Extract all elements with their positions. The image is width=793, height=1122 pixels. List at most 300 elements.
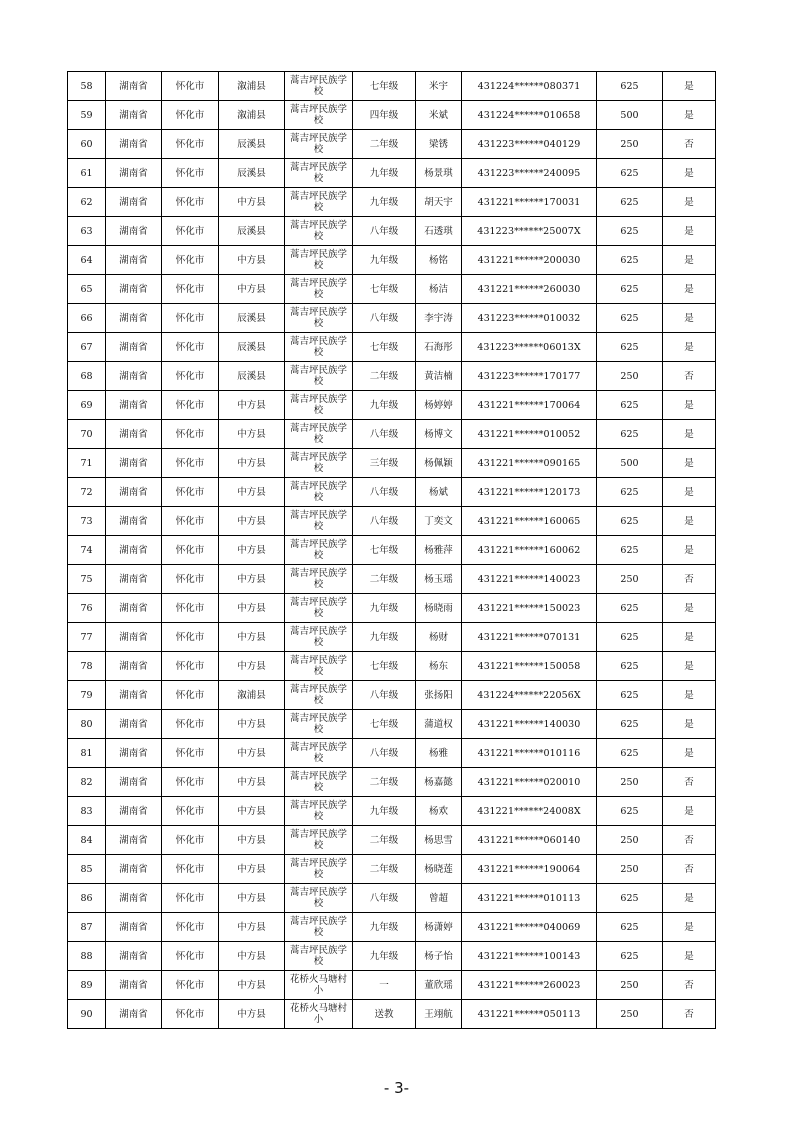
- table-row: [68, 217, 716, 246]
- school-cell: 蒿吉坪民族学校: [285, 913, 353, 942]
- id-number-cell: 431221******060140: [462, 826, 597, 855]
- id-number-cell: 431221******260023: [462, 971, 597, 1000]
- grade-cell: 二年级: [353, 826, 416, 855]
- id-number-cell: 431221******020010: [462, 768, 597, 797]
- flag-cell: 是: [663, 246, 716, 275]
- grade-cell: 二年级: [353, 130, 416, 159]
- amount-cell: 625: [597, 478, 663, 507]
- student-name-cell: 杨佩颖: [416, 449, 462, 478]
- student-name-cell: 杨嘉懿: [416, 768, 462, 797]
- county-cell: 中方县: [219, 971, 285, 1000]
- school-cell: 蒿吉坪民族学校: [285, 188, 353, 217]
- province-cell: 湖南省: [106, 188, 162, 217]
- city-cell: 怀化市: [162, 72, 219, 101]
- student-name-cell: 黄洁楠: [416, 362, 462, 391]
- county-cell: 辰溪县: [219, 333, 285, 362]
- row-number-cell: 81: [68, 739, 106, 768]
- row-number-cell: 86: [68, 884, 106, 913]
- table-row: [68, 565, 716, 594]
- school-cell: 蒿吉坪民族学校: [285, 942, 353, 971]
- province-cell: 湖南省: [106, 391, 162, 420]
- flag-cell: 是: [663, 797, 716, 826]
- row-number-cell: 80: [68, 710, 106, 739]
- school-cell: 蒿吉坪民族学校: [285, 159, 353, 188]
- grade-cell: 八年级: [353, 217, 416, 246]
- county-cell: 中方县: [219, 768, 285, 797]
- student-name-cell: 杨子怡: [416, 942, 462, 971]
- amount-cell: 625: [597, 739, 663, 768]
- city-cell: 怀化市: [162, 217, 219, 246]
- amount-cell: 625: [597, 333, 663, 362]
- school-cell: 蒿吉坪民族学校: [285, 797, 353, 826]
- row-number-cell: 84: [68, 826, 106, 855]
- province-cell: 湖南省: [106, 1000, 162, 1029]
- flag-cell: 是: [663, 739, 716, 768]
- flag-cell: 是: [663, 507, 716, 536]
- school-cell: 蒿吉坪民族学校: [285, 681, 353, 710]
- province-cell: 湖南省: [106, 739, 162, 768]
- school-cell: 蒿吉坪民族学校: [285, 507, 353, 536]
- student-name-cell: 张扬阳: [416, 681, 462, 710]
- row-number-cell: 58: [68, 72, 106, 101]
- province-cell: 湖南省: [106, 72, 162, 101]
- province-cell: 湖南省: [106, 101, 162, 130]
- city-cell: 怀化市: [162, 855, 219, 884]
- amount-cell: 625: [597, 710, 663, 739]
- city-cell: 怀化市: [162, 275, 219, 304]
- table-row: [68, 942, 716, 971]
- student-name-cell: 杨玉瑶: [416, 565, 462, 594]
- row-number-cell: 63: [68, 217, 106, 246]
- table-row: [68, 536, 716, 565]
- county-cell: 中方县: [219, 420, 285, 449]
- city-cell: 怀化市: [162, 536, 219, 565]
- province-cell: 湖南省: [106, 217, 162, 246]
- table-row: [68, 130, 716, 159]
- student-name-cell: 董欣瑶: [416, 971, 462, 1000]
- row-number-cell: 75: [68, 565, 106, 594]
- student-name-cell: 蒲道权: [416, 710, 462, 739]
- amount-cell: 625: [597, 507, 663, 536]
- school-cell: 蒿吉坪民族学校: [285, 652, 353, 681]
- school-cell: 蒿吉坪民族学校: [285, 333, 353, 362]
- flag-cell: 否: [663, 855, 716, 884]
- student-name-cell: 杨财: [416, 623, 462, 652]
- province-cell: 湖南省: [106, 478, 162, 507]
- id-number-cell: 431221******040069: [462, 913, 597, 942]
- amount-cell: 625: [597, 188, 663, 217]
- row-number-cell: 90: [68, 1000, 106, 1029]
- page-number: - 3-: [383, 1079, 410, 1097]
- flag-cell: 是: [663, 913, 716, 942]
- student-name-cell: 米宇: [416, 72, 462, 101]
- flag-cell: 是: [663, 101, 716, 130]
- student-name-cell: 梁锈: [416, 130, 462, 159]
- amount-cell: 250: [597, 1000, 663, 1029]
- flag-cell: 是: [663, 217, 716, 246]
- table-row: [68, 652, 716, 681]
- province-cell: 湖南省: [106, 652, 162, 681]
- province-cell: 湖南省: [106, 565, 162, 594]
- city-cell: 怀化市: [162, 478, 219, 507]
- table-row: [68, 159, 716, 188]
- student-name-cell: 石透琪: [416, 217, 462, 246]
- id-number-cell: 431223******040129: [462, 130, 597, 159]
- city-cell: 怀化市: [162, 681, 219, 710]
- table-row: [68, 681, 716, 710]
- row-number-cell: 74: [68, 536, 106, 565]
- student-name-cell: 米斌: [416, 101, 462, 130]
- table-row: [68, 855, 716, 884]
- id-number-cell: 431221******140023: [462, 565, 597, 594]
- grade-cell: 三年级: [353, 449, 416, 478]
- table-row: [68, 420, 716, 449]
- amount-cell: 625: [597, 884, 663, 913]
- row-number-cell: 69: [68, 391, 106, 420]
- grade-cell: 七年级: [353, 72, 416, 101]
- city-cell: 怀化市: [162, 739, 219, 768]
- table-row: [68, 72, 716, 101]
- row-number-cell: 72: [68, 478, 106, 507]
- city-cell: 怀化市: [162, 971, 219, 1000]
- county-cell: 辰溪县: [219, 304, 285, 333]
- id-number-cell: 431223******06013X: [462, 333, 597, 362]
- id-number-cell: 431221******190064: [462, 855, 597, 884]
- grade-cell: 八年级: [353, 739, 416, 768]
- province-cell: 湖南省: [106, 913, 162, 942]
- row-number-cell: 64: [68, 246, 106, 275]
- amount-cell: 625: [597, 304, 663, 333]
- amount-cell: 625: [597, 217, 663, 246]
- row-number-cell: 87: [68, 913, 106, 942]
- student-name-cell: 杨洁: [416, 275, 462, 304]
- amount-cell: 625: [597, 652, 663, 681]
- province-cell: 湖南省: [106, 536, 162, 565]
- county-cell: 中方县: [219, 855, 285, 884]
- city-cell: 怀化市: [162, 565, 219, 594]
- student-name-cell: 杨晓雨: [416, 594, 462, 623]
- flag-cell: 是: [663, 594, 716, 623]
- school-cell: 蒿吉坪民族学校: [285, 420, 353, 449]
- county-cell: 辰溪县: [219, 130, 285, 159]
- city-cell: 怀化市: [162, 797, 219, 826]
- table-row: [68, 304, 716, 333]
- grade-cell: 七年级: [353, 536, 416, 565]
- amount-cell: 250: [597, 362, 663, 391]
- flag-cell: 否: [663, 130, 716, 159]
- amount-cell: 500: [597, 101, 663, 130]
- id-number-cell: 431221******150023: [462, 594, 597, 623]
- row-number-cell: 77: [68, 623, 106, 652]
- id-number-cell: 431223******170177: [462, 362, 597, 391]
- table-row: [68, 768, 716, 797]
- table-row: [68, 362, 716, 391]
- student-name-cell: 杨潇婷: [416, 913, 462, 942]
- amount-cell: 250: [597, 855, 663, 884]
- flag-cell: 否: [663, 565, 716, 594]
- city-cell: 怀化市: [162, 826, 219, 855]
- school-cell: 蒿吉坪民族学校: [285, 304, 353, 333]
- amount-cell: 625: [597, 681, 663, 710]
- county-cell: 中方县: [219, 623, 285, 652]
- row-number-cell: 89: [68, 971, 106, 1000]
- grade-cell: 八年级: [353, 507, 416, 536]
- county-cell: 中方县: [219, 275, 285, 304]
- table-row: [68, 884, 716, 913]
- province-cell: 湖南省: [106, 797, 162, 826]
- amount-cell: 625: [597, 246, 663, 275]
- school-cell: 蒿吉坪民族学校: [285, 710, 353, 739]
- city-cell: 怀化市: [162, 942, 219, 971]
- id-number-cell: 431221******160062: [462, 536, 597, 565]
- province-cell: 湖南省: [106, 594, 162, 623]
- school-cell: 蒿吉坪民族学校: [285, 565, 353, 594]
- grade-cell: 八年级: [353, 681, 416, 710]
- amount-cell: 625: [597, 536, 663, 565]
- row-number-cell: 88: [68, 942, 106, 971]
- city-cell: 怀化市: [162, 768, 219, 797]
- table-body: [68, 72, 716, 1029]
- grade-cell: 二年级: [353, 362, 416, 391]
- student-name-cell: 杨博文: [416, 420, 462, 449]
- id-number-cell: 431223******010032: [462, 304, 597, 333]
- table-row: [68, 1000, 716, 1029]
- grade-cell: 四年级: [353, 101, 416, 130]
- grade-cell: 九年级: [353, 246, 416, 275]
- county-cell: 中方县: [219, 1000, 285, 1029]
- school-cell: 蒿吉坪民族学校: [285, 855, 353, 884]
- province-cell: 湖南省: [106, 362, 162, 391]
- province-cell: 湖南省: [106, 507, 162, 536]
- flag-cell: 是: [663, 652, 716, 681]
- school-cell: 蒿吉坪民族学校: [285, 623, 353, 652]
- school-cell: 蒿吉坪民族学校: [285, 391, 353, 420]
- row-number-cell: 71: [68, 449, 106, 478]
- table-row: [68, 710, 716, 739]
- student-name-cell: 王翊航: [416, 1000, 462, 1029]
- city-cell: 怀化市: [162, 304, 219, 333]
- school-cell: 蒿吉坪民族学校: [285, 101, 353, 130]
- flag-cell: 是: [663, 304, 716, 333]
- school-cell: 蒿吉坪民族学校: [285, 884, 353, 913]
- city-cell: 怀化市: [162, 623, 219, 652]
- county-cell: 中方县: [219, 391, 285, 420]
- student-name-cell: 杨景琪: [416, 159, 462, 188]
- city-cell: 怀化市: [162, 652, 219, 681]
- province-cell: 湖南省: [106, 826, 162, 855]
- table-row: [68, 971, 716, 1000]
- province-cell: 湖南省: [106, 681, 162, 710]
- province-cell: 湖南省: [106, 159, 162, 188]
- grade-cell: 七年级: [353, 333, 416, 362]
- row-number-cell: 68: [68, 362, 106, 391]
- school-cell: 蒿吉坪民族学校: [285, 130, 353, 159]
- id-number-cell: 431221******070131: [462, 623, 597, 652]
- flag-cell: 是: [663, 159, 716, 188]
- province-cell: 湖南省: [106, 130, 162, 159]
- flag-cell: 是: [663, 420, 716, 449]
- county-cell: 中方县: [219, 884, 285, 913]
- flag-cell: 是: [663, 536, 716, 565]
- city-cell: 怀化市: [162, 420, 219, 449]
- county-cell: 中方县: [219, 536, 285, 565]
- table-row: [68, 275, 716, 304]
- row-number-cell: 70: [68, 420, 106, 449]
- grade-cell: 九年级: [353, 942, 416, 971]
- row-number-cell: 85: [68, 855, 106, 884]
- row-number-cell: 83: [68, 797, 106, 826]
- flag-cell: 是: [663, 884, 716, 913]
- city-cell: 怀化市: [162, 101, 219, 130]
- amount-cell: 625: [597, 72, 663, 101]
- province-cell: 湖南省: [106, 710, 162, 739]
- row-number-cell: 65: [68, 275, 106, 304]
- flag-cell: 否: [663, 362, 716, 391]
- county-cell: 中方县: [219, 449, 285, 478]
- amount-cell: 625: [597, 391, 663, 420]
- student-name-cell: 杨雅: [416, 739, 462, 768]
- table-row: [68, 391, 716, 420]
- amount-cell: 625: [597, 594, 663, 623]
- flag-cell: 是: [663, 681, 716, 710]
- student-name-cell: 杨东: [416, 652, 462, 681]
- id-number-cell: 431224******080371: [462, 72, 597, 101]
- county-cell: 中方县: [219, 652, 285, 681]
- table-row: [68, 739, 716, 768]
- flag-cell: 否: [663, 1000, 716, 1029]
- row-number-cell: 61: [68, 159, 106, 188]
- id-number-cell: 431221******200030: [462, 246, 597, 275]
- student-name-cell: 胡天宇: [416, 188, 462, 217]
- id-number-cell: 431221******050113: [462, 1000, 597, 1029]
- grade-cell: 九年级: [353, 159, 416, 188]
- grade-cell: 二年级: [353, 768, 416, 797]
- province-cell: 湖南省: [106, 275, 162, 304]
- city-cell: 怀化市: [162, 188, 219, 217]
- amount-cell: 250: [597, 971, 663, 1000]
- school-cell: 蒿吉坪民族学校: [285, 275, 353, 304]
- flag-cell: 否: [663, 826, 716, 855]
- id-number-cell: 431224******010658: [462, 101, 597, 130]
- county-cell: 辰溪县: [219, 362, 285, 391]
- city-cell: 怀化市: [162, 362, 219, 391]
- school-cell: 蒿吉坪民族学校: [285, 739, 353, 768]
- school-cell: 花桥火马塘村小: [285, 971, 353, 1000]
- row-number-cell: 62: [68, 188, 106, 217]
- county-cell: 溆浦县: [219, 72, 285, 101]
- student-name-cell: 杨思雪: [416, 826, 462, 855]
- city-cell: 怀化市: [162, 594, 219, 623]
- grade-cell: 八年级: [353, 884, 416, 913]
- flag-cell: 是: [663, 942, 716, 971]
- province-cell: 湖南省: [106, 971, 162, 1000]
- id-number-cell: 431221******120173: [462, 478, 597, 507]
- county-cell: 中方县: [219, 826, 285, 855]
- county-cell: 溆浦县: [219, 101, 285, 130]
- table-row: [68, 333, 716, 362]
- row-number-cell: 78: [68, 652, 106, 681]
- student-subsidy-table: [67, 71, 716, 1029]
- table-row: [68, 913, 716, 942]
- table-row: [68, 101, 716, 130]
- flag-cell: 是: [663, 391, 716, 420]
- school-cell: 蒿吉坪民族学校: [285, 72, 353, 101]
- province-cell: 湖南省: [106, 449, 162, 478]
- id-number-cell: 431221******260030: [462, 275, 597, 304]
- city-cell: 怀化市: [162, 246, 219, 275]
- id-number-cell: 431221******090165: [462, 449, 597, 478]
- grade-cell: 八年级: [353, 304, 416, 333]
- province-cell: 湖南省: [106, 333, 162, 362]
- grade-cell: 七年级: [353, 652, 416, 681]
- city-cell: 怀化市: [162, 507, 219, 536]
- id-number-cell: 431221******010116: [462, 739, 597, 768]
- flag-cell: 是: [663, 478, 716, 507]
- table-row: [68, 188, 716, 217]
- student-name-cell: 杨铭: [416, 246, 462, 275]
- county-cell: 中方县: [219, 942, 285, 971]
- school-cell: 蒿吉坪民族学校: [285, 449, 353, 478]
- row-number-cell: 67: [68, 333, 106, 362]
- row-number-cell: 79: [68, 681, 106, 710]
- student-name-cell: 杨雅萍: [416, 536, 462, 565]
- grade-cell: 七年级: [353, 710, 416, 739]
- student-name-cell: 石海彤: [416, 333, 462, 362]
- school-cell: 蒿吉坪民族学校: [285, 768, 353, 797]
- table-row: [68, 246, 716, 275]
- id-number-cell: 431221******160065: [462, 507, 597, 536]
- amount-cell: 250: [597, 826, 663, 855]
- id-number-cell: 431221******010052: [462, 420, 597, 449]
- province-cell: 湖南省: [106, 304, 162, 333]
- id-number-cell: 431221******100143: [462, 942, 597, 971]
- province-cell: 湖南省: [106, 768, 162, 797]
- flag-cell: 是: [663, 72, 716, 101]
- province-cell: 湖南省: [106, 855, 162, 884]
- city-cell: 怀化市: [162, 391, 219, 420]
- county-cell: 中方县: [219, 710, 285, 739]
- flag-cell: 是: [663, 710, 716, 739]
- county-cell: 辰溪县: [219, 217, 285, 246]
- city-cell: 怀化市: [162, 884, 219, 913]
- flag-cell: 是: [663, 275, 716, 304]
- flag-cell: 是: [663, 188, 716, 217]
- county-cell: 中方县: [219, 507, 285, 536]
- id-number-cell: 431221******150058: [462, 652, 597, 681]
- grade-cell: 二年级: [353, 565, 416, 594]
- city-cell: 怀化市: [162, 1000, 219, 1029]
- city-cell: 怀化市: [162, 449, 219, 478]
- id-number-cell: 431224******22056X: [462, 681, 597, 710]
- student-name-cell: 曾超: [416, 884, 462, 913]
- grade-cell: 九年级: [353, 594, 416, 623]
- amount-cell: 625: [597, 797, 663, 826]
- grade-cell: 一: [353, 971, 416, 1000]
- grade-cell: 八年级: [353, 420, 416, 449]
- student-name-cell: 杨欢: [416, 797, 462, 826]
- grade-cell: 八年级: [353, 478, 416, 507]
- student-name-cell: 杨斌: [416, 478, 462, 507]
- county-cell: 中方县: [219, 188, 285, 217]
- flag-cell: 是: [663, 333, 716, 362]
- county-cell: 中方县: [219, 246, 285, 275]
- flag-cell: 否: [663, 971, 716, 1000]
- row-number-cell: 76: [68, 594, 106, 623]
- city-cell: 怀化市: [162, 710, 219, 739]
- amount-cell: 625: [597, 159, 663, 188]
- table-row: [68, 507, 716, 536]
- amount-cell: 625: [597, 913, 663, 942]
